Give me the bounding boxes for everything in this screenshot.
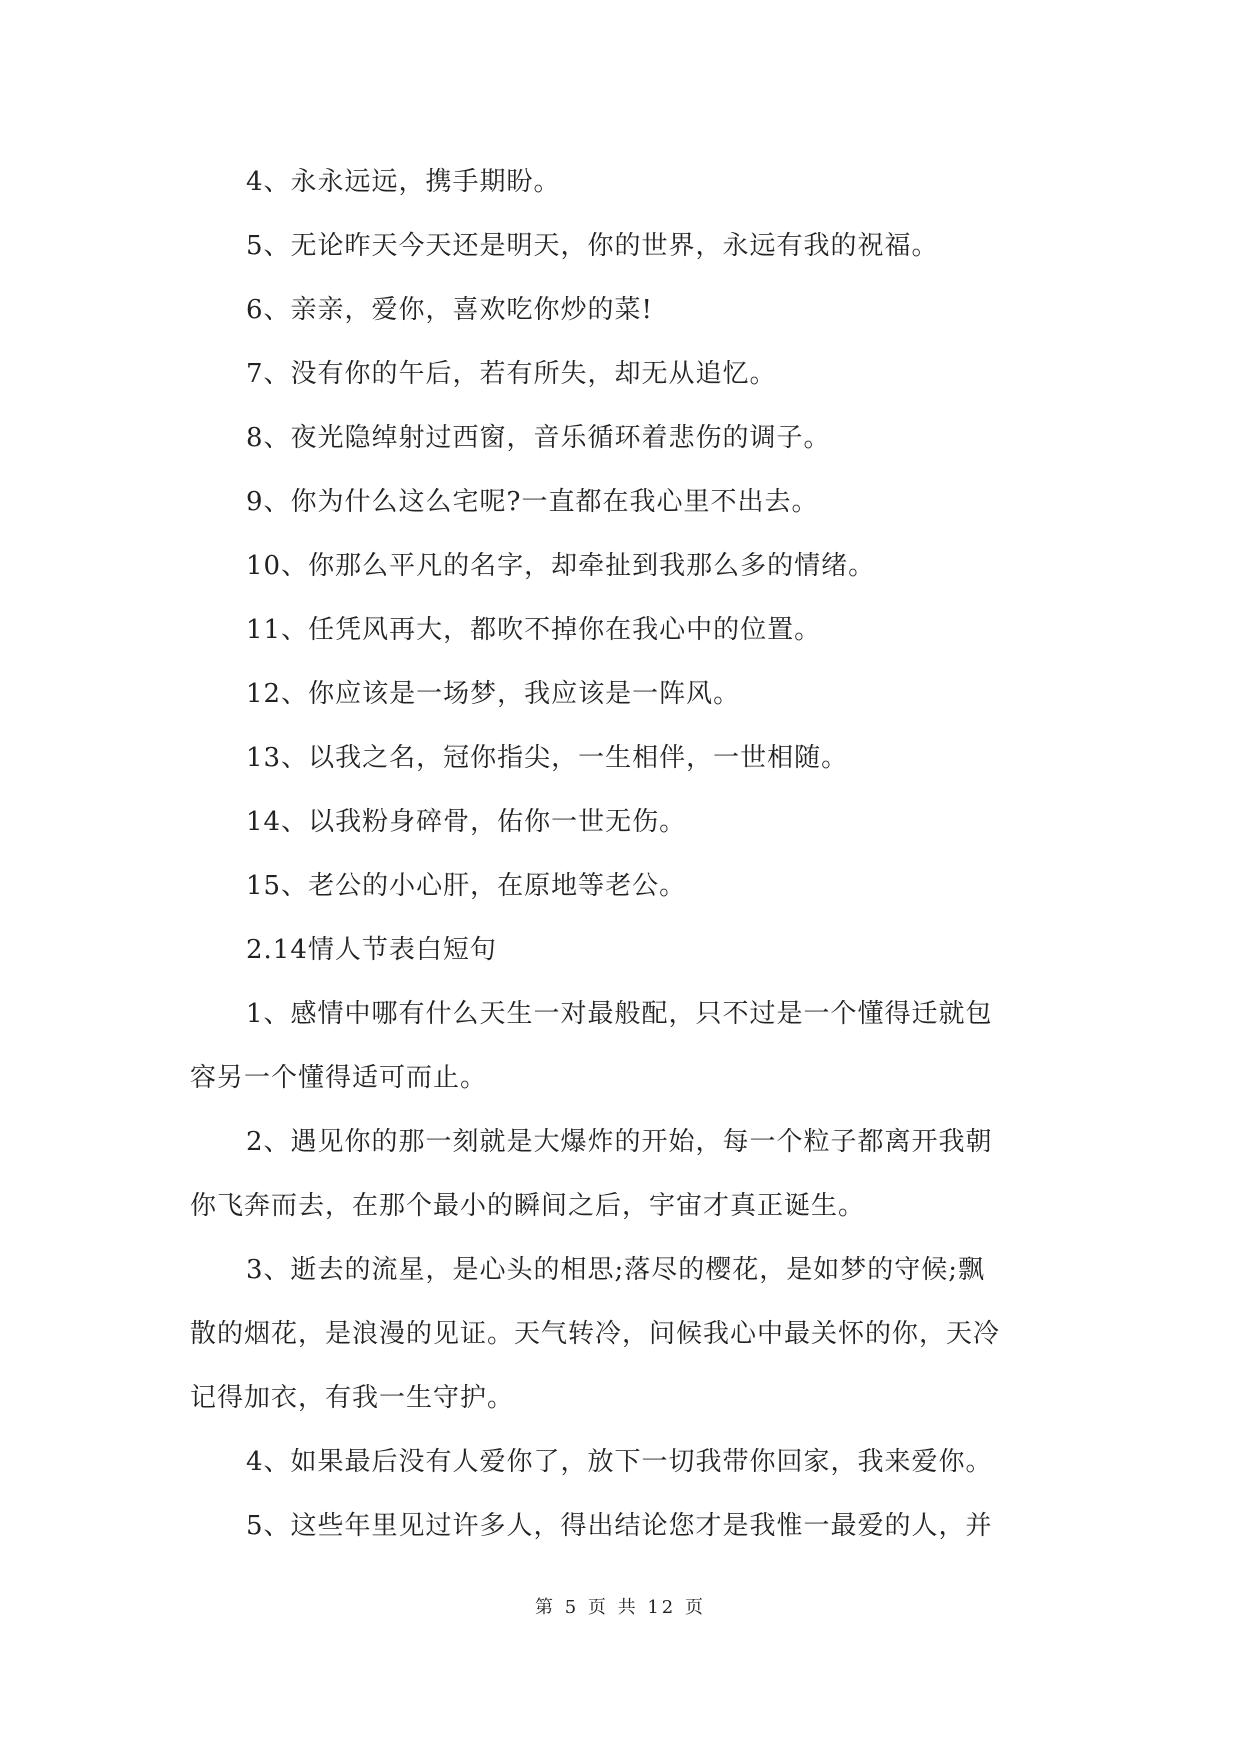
- text-line-1: 4、永永远远，携手期盼。: [246, 167, 561, 197]
- text-line-10: 13、以我之名，冠你指尖，一生相伴，一世相随。: [246, 743, 849, 773]
- text-line-16: 2、遇见你的那一刻就是大爆炸的开始，每一个粒子都离开我朝: [246, 1127, 993, 1157]
- text-line-15: 容另一个懂得适可而止。: [190, 1063, 488, 1093]
- text-line-11: 14、以我粉身碎骨，佑你一世无伤。: [246, 807, 687, 837]
- text-line-4: 7、没有你的午后，若有所失，却无从追忆。: [246, 359, 777, 389]
- text-line-5: 8、夜光隐绰射过西窗，音乐循环着悲伤的调子。: [246, 423, 831, 453]
- text-line-7: 10、你那么平凡的名字，却牵扯到我那么多的情绪。: [246, 551, 876, 581]
- text-line-14: 1、感情中哪有什么天生一对最般配，只不过是一个懂得迁就包: [246, 999, 993, 1029]
- text-line-6: 9、你为什么这么宅呢?一直都在我心里不出去。: [246, 487, 819, 517]
- text-line-3: 6、亲亲，爱你，喜欢吃你炒的菜!: [246, 295, 653, 325]
- section-heading: 2.14情人节表白短句: [246, 935, 497, 965]
- text-line-8: 11、任凭风再大，都吹不掉你在我心中的位置。: [246, 615, 822, 645]
- page-body: [190, 150, 1050, 1558]
- text-line-2: 5、无论昨天今天还是明天，你的世界，永远有我的祝福。: [246, 231, 939, 261]
- text-line-12: 15、老公的小心肝，在原地等老公。: [246, 871, 687, 901]
- text-line-20: 记得加衣，有我一生守护。: [190, 1383, 515, 1413]
- text-line-17: 你飞奔而去，在那个最小的瞬间之后，宇宙才真正诞生。: [190, 1191, 866, 1221]
- text-line-18: 3、逝去的流星，是心头的相思;落尽的樱花，是如梦的守候;飘: [246, 1255, 986, 1285]
- text-line-19: 散的烟花，是浪漫的见证。天气转冷，问候我心中最关怀的你，天冷: [190, 1319, 1001, 1349]
- text-line-21: 4、如果最后没有人爱你了，放下一切我带你回家，我来爱你。: [246, 1447, 993, 1477]
- page-number-footer: 第 5 页 共 12 页: [535, 1597, 706, 1618]
- text-line-9: 12、你应该是一场梦，我应该是一阵风。: [246, 679, 741, 709]
- text-line-22: 5、这些年里见过许多人，得出结论您才是我惟一最爱的人，并: [246, 1511, 993, 1541]
